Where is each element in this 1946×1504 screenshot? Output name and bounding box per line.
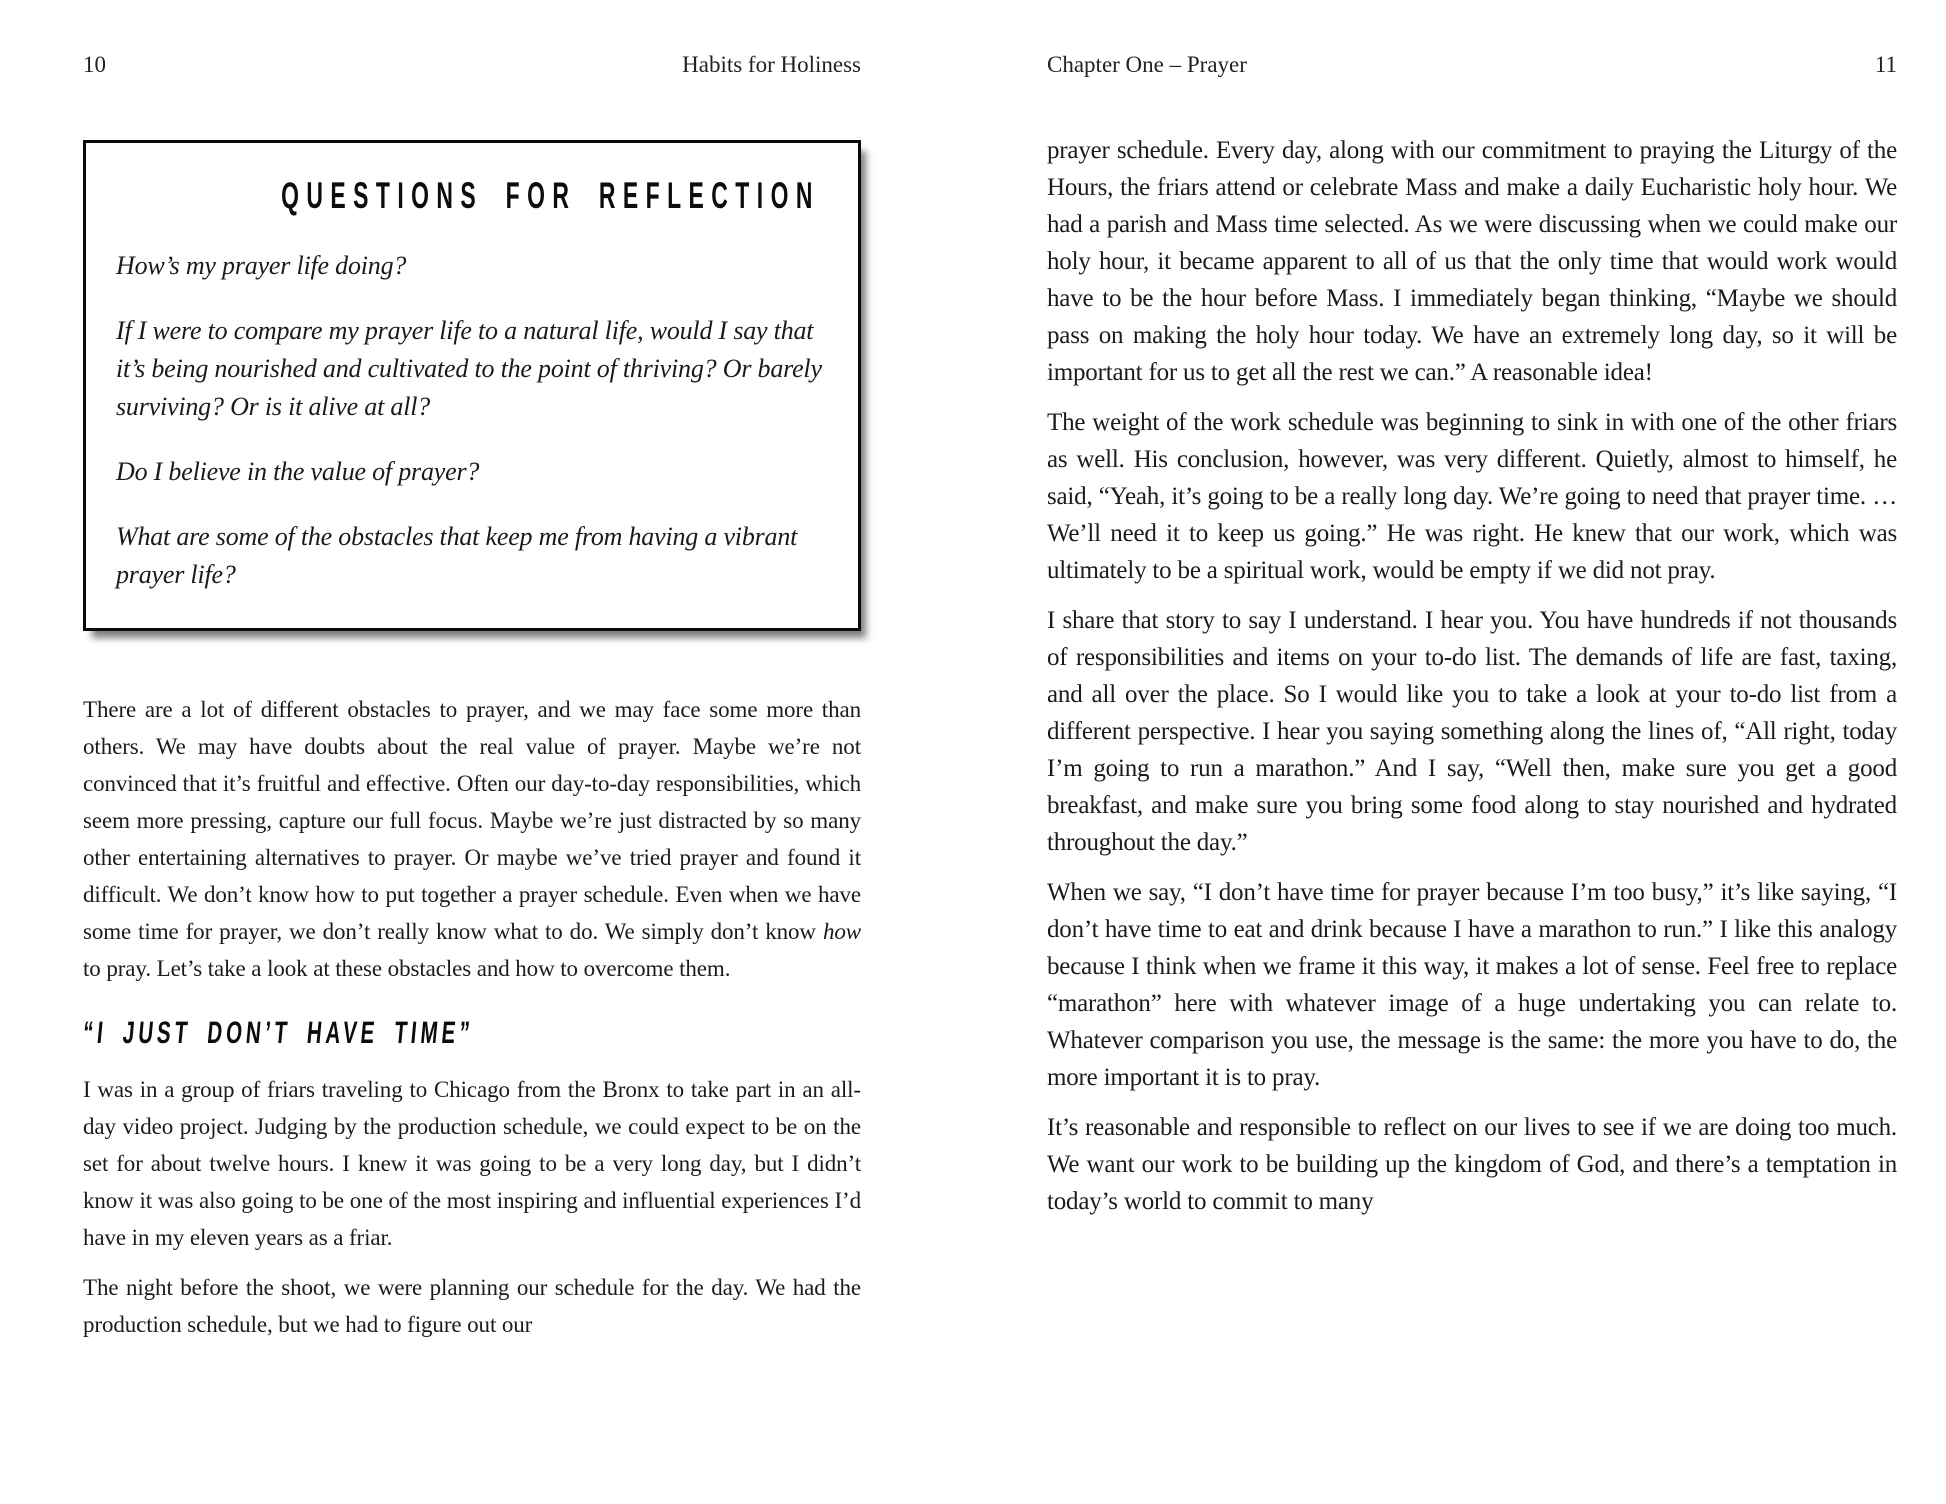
obstacles-paragraph-run-2-italic: how [822, 919, 861, 944]
left-body-copy [83, 691, 861, 1343]
right-page [1047, 0, 1897, 1233]
weight-of-work-paragraph: The weight of the work schedule was beginning to sink in with one of the other friars as well. His conclusion, however, was very different. Quietly, almost to himself, he said, “Yeah, it’s going to be a really long day. We’re going to need that prayer time. … We’ll need it to keep us going.” He was right. He knew that our work, which was ultimately to be a spiritual work, would be empty if we did not pray. [1047, 409, 1897, 584]
reflection-box-title-text: QUESTIONS FOR REFLECTION [281, 175, 820, 216]
left-running-row [83, 52, 861, 82]
right-body-copy [1047, 132, 1897, 1220]
running-head-right: Chapter One – Prayer [1047, 52, 1247, 77]
obstacles-paragraph-run-1: There are a lot of different obstacles to prayer, and we may face some more than others. We may have doubts about the real value of prayer. Maybe we’re not convinced that it’s fruitful and effective. Often our day-to-day responsibilities, which seem more pressing, capture our full focus. Maybe we’re just distracted by so many other entertaining alternatives to prayer. Or maybe we’ve tried prayer and found it difficult. We don’t know how to put together a prayer schedule. Even when we have some time for prayer, we don’t really know what to do. We simply don’t know [83, 697, 861, 944]
obstacles-paragraph [83, 691, 861, 987]
page-number-right: 11 [1874, 52, 1897, 77]
reflection-question-3: Do I believe in the value of prayer? [116, 457, 480, 486]
share-that-story-paragraph: I share that story to say I understand. I hear you. You have hundreds if not thousands of responsibilities and items on your to-do list. The demands of life are fast, taxing, and all over the place. So I would like you to take a look at your to-do list from a different perspective. I hear you saying something along the lines of, “All right, today I’m going to run a marathon.” And I say, “Well then, make sure you get a good breakfast, and make sure you bring some food along to stay nourished and hydrated throughout the day.” [1047, 607, 1897, 856]
right-running-row [1047, 52, 1897, 82]
reasonable-responsible-paragraph: It’s reasonable and responsible to reflect on our lives to see if we are doing too much. We want our work to be building up the kingdom of God, and there’s a temptation in today’s world to commit to many [1047, 1114, 1897, 1215]
section-heading-text: “I JUST DON’T HAVE TIME” [81, 1015, 476, 1050]
when-we-say-paragraph: When we say, “I don’t have time for prayer because I’m too busy,” it’s like saying, “I don’t have time to eat and drink because I have a marathon to run.” I like this analogy because I think when we frame it this way, it makes a lot of sense. Feel free to replace “marathon” here with whatever image of a huge undertaking you can relate to. Whatever comparison you use, the message is the same: the more you have to do, the more important it is to pray. [1047, 879, 1897, 1091]
left-page [83, 0, 861, 1356]
running-head-left: Habits for Holiness [682, 52, 861, 77]
section-heading [83, 1014, 861, 1054]
prayer-schedule-paragraph: prayer schedule. Every day, along with our commitment to praying the Liturgy of the Hours, the friars attend or celebrate Mass and make a daily Eucharistic holy hour. We had a parish and Mass time selected. As we were discussing when we could make our holy hour, it became apparent to all of us that the only time that would work would have to be the hour before Mass. I immediately began thinking, “Maybe we should pass on making the holy hour today. We have an extremely long day, so it will be important for us to get all the rest we can.” A reasonable idea! [1047, 137, 1897, 386]
obstacles-paragraph-run-3: to pray. Let’s take a look at these obstacles and how to overcome them. [83, 956, 731, 981]
reflection-box [83, 140, 861, 631]
reflection-question-2: If I were to compare my prayer life to a natural life, would I say that it’s being nourished and cultivated to the point of thriving? Or barely surviving? Or is it alive at all? [116, 316, 822, 421]
reflection-question-4: What are some of the obstacles that keep me from having a vibrant prayer life? [116, 522, 798, 589]
reflection-question-1: How’s my prayer life doing? [116, 251, 407, 280]
night-before-paragraph: The night before the shoot, we were planning our schedule for the day. We had the production schedule, but we had to figure out our [83, 1275, 861, 1337]
page-number-left: 10 [83, 52, 106, 77]
reflection-box-title [116, 175, 830, 217]
friars-story-paragraph: I was in a group of friars traveling to Chicago from the Bronx to take part in an all-day video project. Judging by the production schedule, we could expect to be on the set for about twelve hours. I knew it was going to be a very long day, but I didn’t know it was also going to be one of the most inspiring and influential experiences I’d have in my eleven years as a friar. [83, 1077, 861, 1250]
